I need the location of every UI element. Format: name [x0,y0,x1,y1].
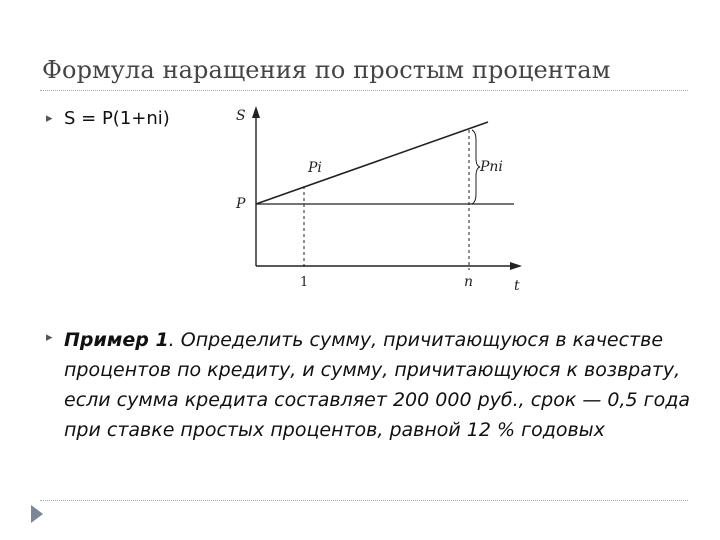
x-axis-arrowhead [510,262,522,270]
pni-brace [472,130,480,204]
footer-rule [40,500,688,501]
slide-title: Формула наращения по простым процентам [42,56,611,84]
triangle-right-icon: ▸ [46,330,53,345]
growth-line [256,122,488,204]
example-bullet [64,325,704,445]
triangle-right-icon: ▸ [46,111,53,126]
example-heading: Пример 1 [64,329,169,351]
play-triangle-icon[interactable] [30,504,44,524]
growth-diagram [228,98,528,298]
x-axis-label: t [514,278,520,294]
tick-n-label: n [464,274,474,290]
y-axis-label: S [236,108,246,124]
p-label: P [236,196,246,212]
title-underline [40,90,688,91]
y-axis-arrowhead [252,106,260,118]
example-text: . Определить сумму, причитающуюся в качестве процентов по кредиту, и сумму, причитающуюся к возврату, если сумма кредита составляет 200 000 руб., срок — 0,5 года при ставке простых процентов, равной 12 % годовых [64,329,691,441]
pi-label: Pi [308,160,322,176]
formula-bullet: S = P(1+ni) [64,108,170,129]
pni-label: Pni [480,159,503,175]
tick-1-label: 1 [300,275,309,290]
